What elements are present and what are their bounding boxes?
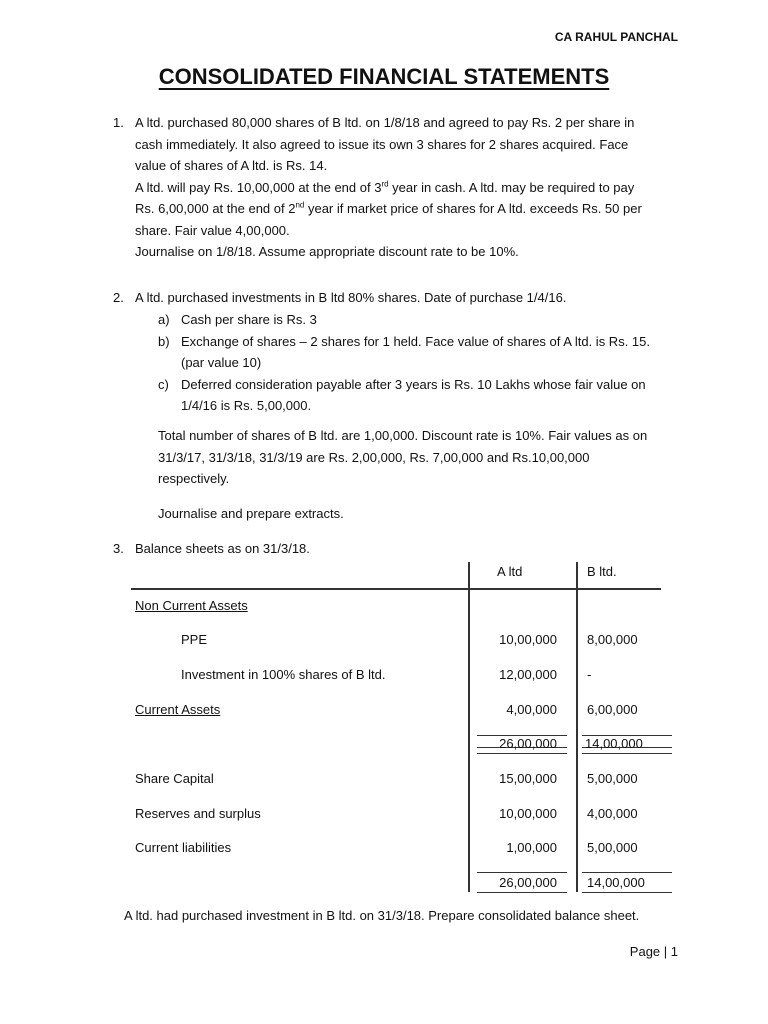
value-a: 1,00,000 <box>506 840 557 855</box>
value-b: 6,00,000 <box>587 702 638 717</box>
value-a: 10,00,000 <box>499 806 557 821</box>
list-item-cont: (par value 10) <box>181 355 262 370</box>
value-b: 5,00,000 <box>587 771 638 786</box>
row-label: Reserves and surplus <box>135 806 261 821</box>
value-b: - <box>587 667 592 682</box>
page-header: CA RAHUL PANCHAL <box>554 30 678 44</box>
total-a: 26,00,000 <box>499 875 557 890</box>
column-header-b: B ltd. <box>587 564 617 579</box>
q1-line: A ltd. purchased 80,000 shares of B ltd. on 1/8/18 and agreed to pay Rs. 2 per share in <box>135 115 635 130</box>
subtotal-a: 26,00,000 <box>499 736 557 751</box>
title-text: CONSOLIDATED FINANCIAL STATEMENTS <box>158 64 610 89</box>
list-item: Exchange of shares – 2 shares for 1 held. Face value of shares of A ltd. is Rs. 15. <box>181 333 650 349</box>
value-a: 15,00,000 <box>499 771 557 786</box>
q2-closing: Journalise and prepare extracts. <box>158 506 344 521</box>
q3-closing: A ltd. had purchased investment in B ltd. on 31/3/18. Prepare consolidated balance sheet. <box>124 908 640 923</box>
list-item: Deferred consideration payable after 3 years is Rs. 10 Lakhs whose fair value on <box>181 376 646 392</box>
q1-line: value of shares of A ltd. is Rs. 14. <box>135 158 328 173</box>
value-b: 4,00,000 <box>587 806 638 821</box>
row-label: Current liabilities <box>135 840 232 855</box>
subtotal-b: 14,00,000 <box>585 736 643 751</box>
question-1 <box>135 112 642 263</box>
column-header-a: A ltd <box>497 564 523 579</box>
q2-number: 2. <box>113 290 124 305</box>
q2-intro: A ltd. purchased investments in B ltd 80% shares. Date of purchase 1/4/16. <box>135 290 567 305</box>
value-a: 12,00,000 <box>499 667 557 682</box>
column-divider <box>576 562 578 892</box>
q1-line: Journalise on 1/8/18. Assume appropriate discount rate to be 10%. <box>135 244 519 259</box>
row-label: PPE <box>181 632 208 647</box>
q2-paragraph: Total number of shares of B ltd. are 1,00,000. Discount rate is 10%. Fair values as on 31/3/17, 31/3/18, 31/3/19 are Rs. 2,00,000, Rs. 7,00,000 and Rs.10,00,000 respectively. <box>158 428 648 486</box>
row-label: Share Capital <box>135 771 214 786</box>
value-b: 8,00,000 <box>587 632 638 647</box>
q1-line: share. Fair value 4,00,000. <box>135 222 290 238</box>
q1-line: cash immediately. It also agreed to issue its own 3 shares for 2 shares acquired. Face <box>135 136 629 152</box>
document-title <box>0 64 768 90</box>
header-rule <box>131 588 661 590</box>
q3-number: 3. <box>113 541 124 556</box>
row-label: Investment in 100% shares of B ltd. <box>181 667 386 682</box>
page-footer: Page | 1 <box>629 944 678 959</box>
value-b: 5,00,000 <box>587 840 638 855</box>
value-a: 4,00,000 <box>506 702 557 717</box>
list-item-cont: 1/4/16 is Rs. 5,00,000. <box>181 398 312 413</box>
q2-list: a) Cash per share is Rs. 3 b) Exchange of shares – 2 shares for 1 held. Face value of shares of A ltd. is Rs. 15. (par value 10) c) Deferred consideration payable after 3 years is Rs. 10 Lakhs whose fair value on 1/4/16 is Rs. 5,00,000. <box>158 309 650 417</box>
total-b: 14,00,000 <box>587 875 645 890</box>
q1-number: 1. <box>113 115 124 130</box>
value-a: 10,00,000 <box>499 632 557 647</box>
row-label: Current Assets <box>135 702 221 717</box>
row-label: Non Current Assets <box>135 598 248 613</box>
q1-line: A ltd. will pay Rs. 10,00,000 at the end of 3rd year in cash. A ltd. may be required to pay <box>135 179 635 195</box>
list-item: Cash per share is Rs. 3 <box>181 312 317 327</box>
q1-line: Rs. 6,00,000 at the end of 2nd year if market price of shares for A ltd. exceeds Rs. 50 per <box>135 200 642 216</box>
q3-intro: Balance sheets as on 31/3/18. <box>135 541 310 556</box>
